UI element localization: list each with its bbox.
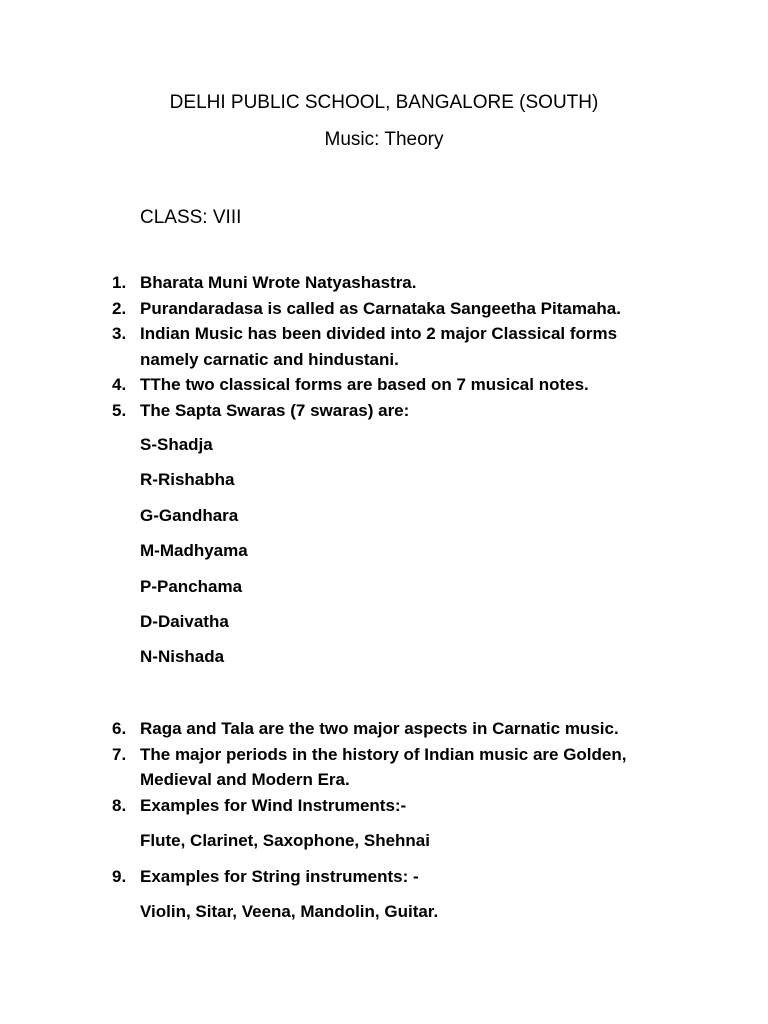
class-label: CLASS: VIII — [140, 207, 242, 228]
item-number: 6. — [112, 719, 127, 738]
item-text: Raga and Tala are the two major aspects in Carnatic music. — [140, 719, 619, 738]
list-item — [112, 864, 680, 890]
swara-item: S-Shadja — [140, 435, 213, 454]
subject-title: Music: Theory — [324, 129, 444, 150]
item-number: 9. — [112, 866, 127, 886]
notes-list-bottom — [112, 716, 680, 925]
item-number: 4. — [112, 375, 127, 394]
list-item — [112, 296, 680, 322]
notes-list-top — [112, 270, 680, 423]
swara-item: M-Madhyama — [140, 541, 248, 561]
swara-item: R-Rishabha — [140, 470, 235, 490]
item-text: TThe two classical forms are based on 7 musical notes. — [140, 375, 589, 394]
list-item — [112, 321, 640, 372]
item-text: Purandaradasa is called as Carnataka Sangeetha Pitamaha. — [140, 298, 621, 318]
item-text: Examples for String instruments: - — [140, 866, 419, 886]
item-text: Examples for Wind Instruments:- — [140, 795, 407, 815]
item-text: Indian Music has been divided into 2 major Classical forms namely carnatic and hindustani. — [140, 324, 618, 369]
item-number: 7. — [112, 744, 127, 764]
list-item — [112, 270, 680, 296]
item-number: 8. — [112, 795, 127, 815]
swara-item: N-Nishada — [140, 647, 225, 667]
swara-list — [140, 432, 248, 680]
wind-instrument-examples: Flute, Clarinet, Saxophone, Shehnai — [140, 831, 430, 850]
school-title: DELHI PUBLIC SCHOOL, BANGALORE (SOUTH) — [169, 92, 599, 113]
swara-item: P-Panchama — [140, 576, 243, 596]
list-item — [112, 372, 680, 398]
list-item — [112, 793, 680, 819]
item-number: 3. — [112, 324, 127, 343]
list-item — [112, 398, 680, 424]
string-instrument-examples: Violin, Sitar, Veena, Mandolin, Guitar. — [140, 902, 439, 921]
swara-item: D-Daivatha — [140, 611, 229, 631]
item-number: 2. — [112, 298, 127, 318]
list-item — [112, 716, 680, 742]
item-number: 5. — [112, 400, 127, 420]
item-text: The Sapta Swaras (7 swaras) are: — [140, 400, 410, 420]
list-item — [112, 742, 670, 793]
item-text: The major periods in the history of Indian music are Golden, Medieval and Modern Era. — [140, 744, 627, 789]
item-text: Bharata Muni Wrote Natyashastra. — [140, 273, 417, 292]
item-number: 1. — [112, 273, 127, 292]
swara-item: G-Gandhara — [140, 505, 239, 525]
